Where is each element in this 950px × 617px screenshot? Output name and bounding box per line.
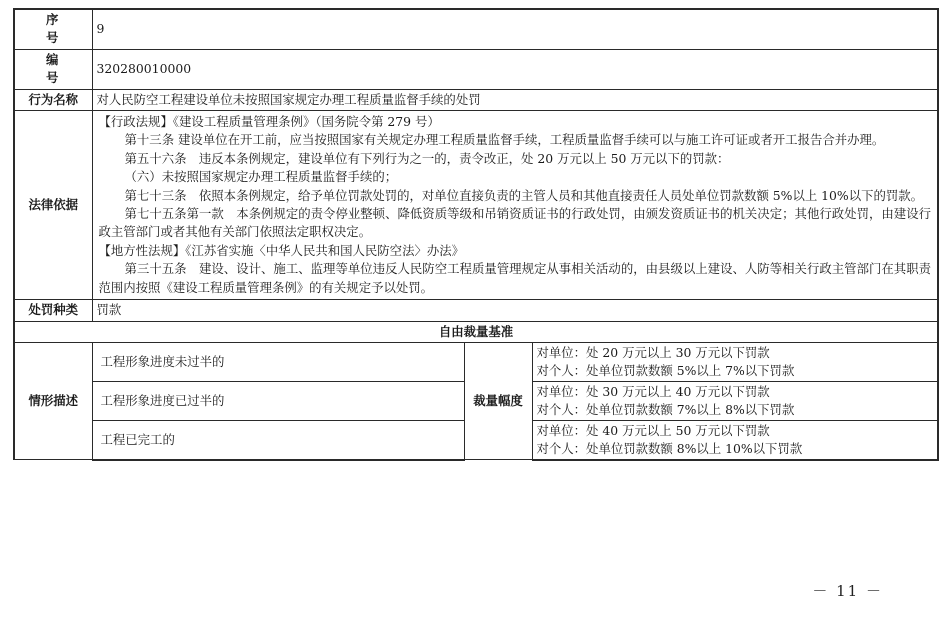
case-range	[532, 342, 938, 381]
case-range	[532, 381, 938, 420]
situation-label: 情形描述	[14, 342, 92, 460]
row-code	[14, 49, 938, 89]
row-penalty-type	[14, 300, 938, 321]
code-label: 编 号	[14, 49, 92, 89]
row-seq	[14, 9, 938, 49]
legal-line-article-56: 第五十六条 违反本条例规定，建设单位有下列行为之一的，责令改正，处 20 万元以上 50 万元以下的罚款：	[124, 150, 730, 166]
case-person-fine: 对个人：处单位罚款数额 8%以上 10%以下罚款	[536, 440, 803, 456]
penalty-type-value: 罚款	[92, 300, 938, 321]
case-situation: 工程形象进度未过半的	[92, 342, 464, 381]
row-discretion-title	[14, 321, 938, 342]
legal-label: 法律依据	[14, 111, 92, 300]
seq-value: 9	[92, 9, 938, 49]
action-value: 对人民防空工程建设单位未按照国家规定办理工程质量监督手续的处罚	[92, 89, 938, 110]
action-label: 行为名称	[14, 89, 92, 110]
seq-label: 序 号	[14, 9, 92, 49]
legal-line-article-13: 第十三条 建设单位在开工前，应当按照国家有关规定办理工程质量监督手续，工程质量监督手续可以与施工许可证或者开工报告合并办理。	[124, 132, 885, 148]
legal-line-regulation-title: 【行政法规】《建设工程质量管理条例》（国务院令第 279 号）	[98, 114, 440, 130]
case-person-fine: 对个人：处单位罚款数额 5%以上 7%以下罚款	[536, 362, 795, 378]
legal-content	[92, 111, 938, 300]
case-range	[532, 420, 938, 460]
case-unit-fine: 对单位：处 40 万元以上 50 万元以下罚款	[536, 422, 770, 438]
legal-line-article-35: 第三十五条 建设、设计、施工、监理等单位违反人民防空工程质量管理规定从事相关活动的，由县级以上建设、人防等相关行政主管部门在其职责范围内按照《建设工程质量管理条例》的有关规定予以处罚。	[98, 261, 931, 295]
range-label: 裁量幅度	[464, 342, 532, 460]
case-situation: 工程形象进度已过半的	[92, 381, 464, 420]
case-unit-fine: 对单位：处 20 万元以上 30 万元以下罚款	[536, 344, 770, 360]
case-person-fine: 对个人：处单位罚款数额 7%以上 8%以下罚款	[536, 401, 795, 417]
page-number: － 11 －	[812, 582, 883, 600]
discretion-title: 自由裁量基准	[14, 321, 938, 342]
legal-line-article-75: 第七十五条第一款 本条例规定的责令停业整顿、降低资质等级和吊销资质证书的行政处罚，由颁发资质证书的机关决定；其他行政处罚，由建设行政主管部门或者其他有关部门依照法定职权决定。	[98, 206, 931, 240]
legal-line-article-73: 第七十三条 依照本条例规定，给予单位罚款处罚的，对单位直接负责的主管人员和其他直接责任人员处单位罚款数额 5%以上 10%以下的罚款。	[124, 187, 924, 203]
legal-line-item-6: （六）未按照国家规定办理工程质量监督手续的；	[124, 169, 398, 185]
penalty-type-label: 处罚种类	[14, 300, 92, 321]
row-action	[14, 89, 938, 110]
legal-line-local-title: 【地方性法规】《江苏省实施〈中华人民共和国人民防空法〉办法》	[98, 242, 465, 258]
penalty-table	[13, 8, 939, 461]
case-situation: 工程已完工的	[92, 420, 464, 460]
row-legal-basis	[14, 111, 938, 300]
code-value: 320280010000	[92, 49, 938, 89]
case-unit-fine: 对单位：处 30 万元以上 40 万元以下罚款	[536, 383, 770, 399]
table-row	[14, 342, 938, 381]
